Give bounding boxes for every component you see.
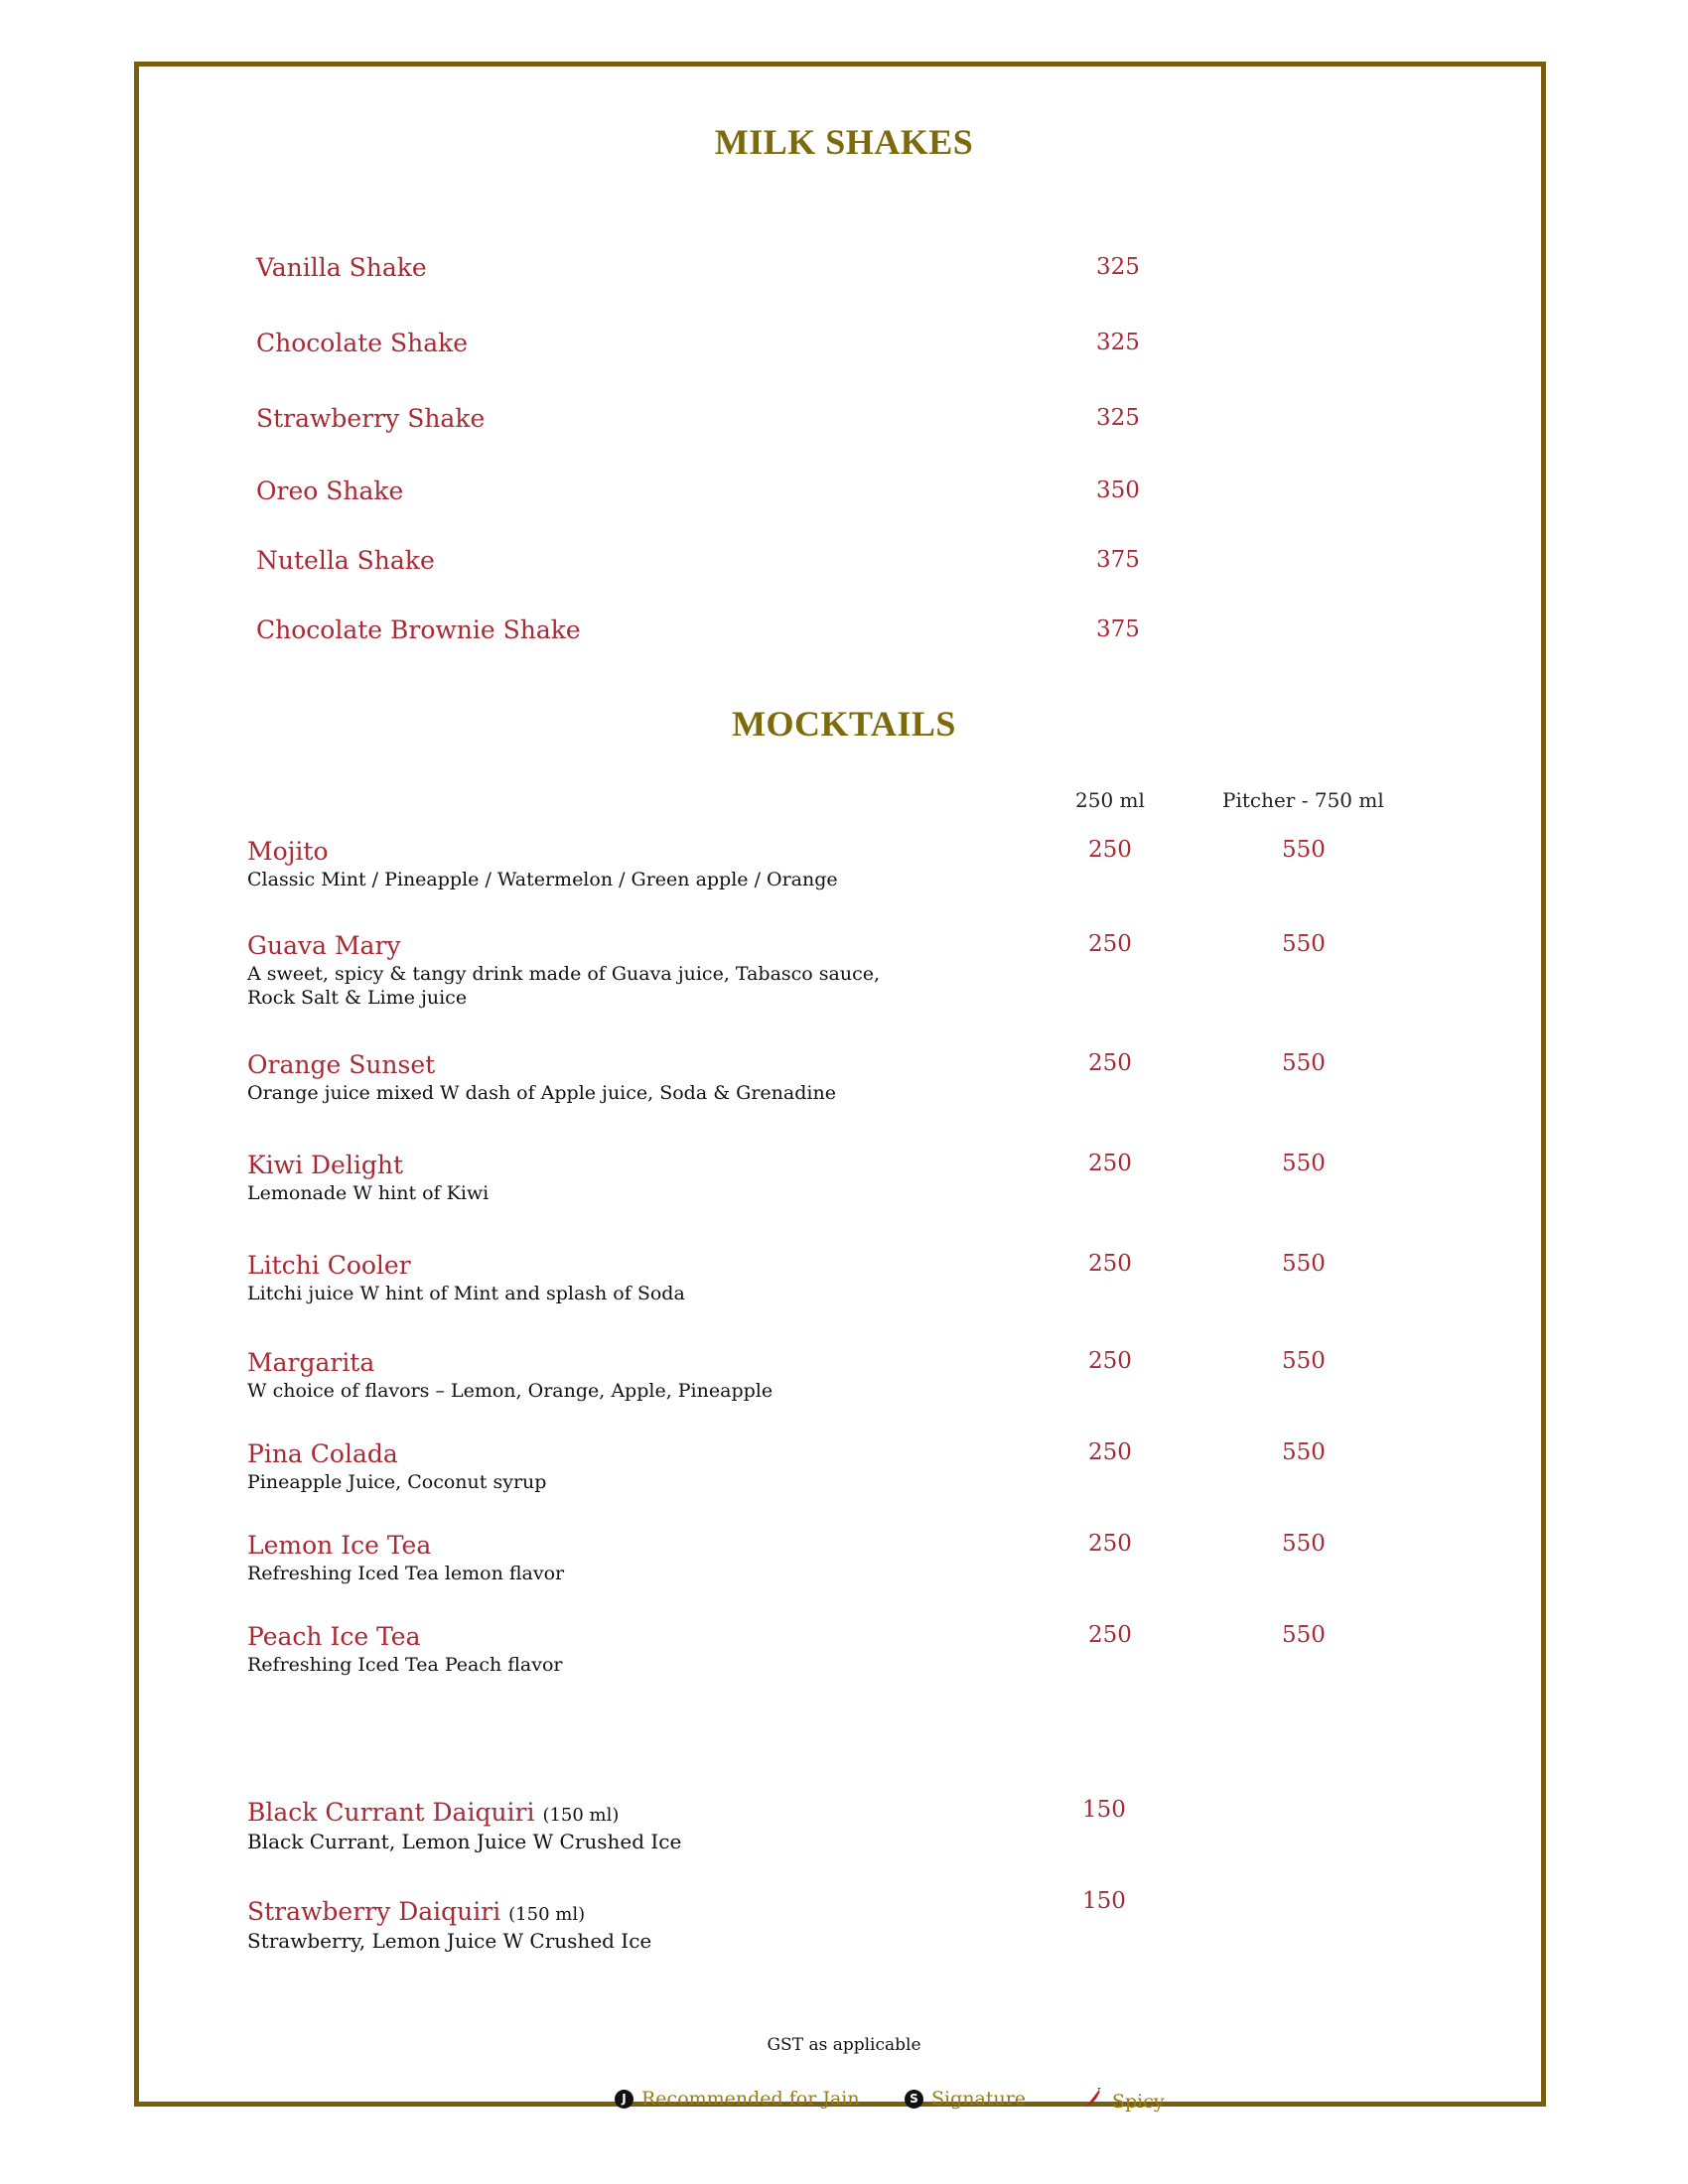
price-250ml: 250 xyxy=(1088,1439,1132,1465)
price-pitcher: 550 xyxy=(1282,1251,1326,1277)
daiquiri-volume: (150 ml) xyxy=(542,1805,620,1826)
price-250ml: 250 xyxy=(1088,1622,1132,1648)
mocktail-name: Lemon Ice Tea xyxy=(247,1531,432,1560)
mocktail-name: Orange Sunset xyxy=(247,1050,436,1079)
legend-jain xyxy=(615,2088,860,2110)
mocktail-description-line-1: A sweet, spicy & tangy drink made of Guava juice, Tabasco sauce, xyxy=(247,963,881,985)
daiquiri-description: Strawberry, Lemon Juice W Crushed Ice xyxy=(247,1929,652,1953)
legend-signature xyxy=(905,2088,1026,2110)
price-pitcher: 550 xyxy=(1282,1050,1326,1076)
legend-label: Spicy xyxy=(1112,2090,1165,2113)
mocktail-description: Pineapple Juice, Coconut syrup xyxy=(247,1471,547,1493)
shake-price: 325 xyxy=(1096,254,1140,280)
mocktail-name: Guava Mary xyxy=(247,931,401,960)
price-pitcher: 550 xyxy=(1282,1151,1326,1176)
column-header-250ml: 250 ml xyxy=(1075,788,1145,812)
mocktail-name: Margarita xyxy=(247,1348,375,1377)
daiquiri-volume: (150 ml) xyxy=(508,1904,586,1925)
mocktail-description: Classic Mint / Pineapple / Watermelon / Green apple / Orange xyxy=(247,869,838,890)
price-250ml: 250 xyxy=(1088,1348,1132,1374)
daiquiri-price: 150 xyxy=(1082,1888,1126,1914)
price-pitcher: 550 xyxy=(1282,1622,1326,1648)
jain-badge-icon: J xyxy=(615,2090,633,2109)
price-250ml: 250 xyxy=(1088,931,1132,957)
shake-price: 350 xyxy=(1096,478,1140,503)
mocktail-name: Pina Colada xyxy=(247,1439,398,1468)
legend-label: Recommended for Jain xyxy=(641,2088,860,2110)
shake-price: 375 xyxy=(1096,616,1140,642)
price-pitcher: 550 xyxy=(1282,837,1326,863)
daiquiri-name-line xyxy=(247,1798,619,1827)
legend-label: Signature xyxy=(931,2088,1027,2110)
price-250ml: 250 xyxy=(1088,1050,1132,1076)
daiquiri-price: 150 xyxy=(1082,1797,1126,1823)
legend-spicy xyxy=(1082,2088,1165,2115)
price-250ml: 250 xyxy=(1088,1151,1132,1176)
mocktail-description: W choice of flavors – Lemon, Orange, Apple, Pineapple xyxy=(247,1380,774,1402)
shake-price: 325 xyxy=(1096,405,1140,431)
shake-name: Chocolate Shake xyxy=(256,329,469,357)
signature-badge-icon: S xyxy=(905,2090,923,2109)
shake-name: Nutella Shake xyxy=(256,546,435,575)
shake-name: Oreo Shake xyxy=(256,477,404,505)
shake-name: Vanilla Shake xyxy=(256,253,427,282)
mocktail-description: Refreshing Iced Tea lemon flavor xyxy=(247,1563,565,1584)
mocktail-description: Litchi juice W hint of Mint and splash of Soda xyxy=(247,1283,685,1304)
shake-name: Strawberry Shake xyxy=(256,404,486,433)
price-pitcher: 550 xyxy=(1282,1348,1326,1374)
mocktail-description: Refreshing Iced Tea Peach flavor xyxy=(247,1654,563,1676)
column-header-pitcher: Pitcher - 750 ml xyxy=(1222,788,1384,812)
price-pitcher: 550 xyxy=(1282,931,1326,957)
mocktail-name: Peach Ice Tea xyxy=(247,1622,421,1651)
mocktail-name: Litchi Cooler xyxy=(247,1251,411,1280)
gst-note: GST as applicable xyxy=(767,2035,921,2055)
chili-pepper-icon xyxy=(1082,2088,1104,2115)
price-pitcher: 550 xyxy=(1282,1439,1326,1465)
price-250ml: 250 xyxy=(1088,1531,1132,1557)
daiquiri-description: Black Currant, Lemon Juice W Crushed Ice xyxy=(247,1830,682,1853)
daiquiri-name-line xyxy=(247,1897,585,1926)
price-pitcher: 550 xyxy=(1282,1531,1326,1557)
milk-shakes-heading: MILK SHAKES xyxy=(714,122,974,162)
mocktails-heading: MOCKTAILS xyxy=(732,704,956,744)
price-250ml: 250 xyxy=(1088,1251,1132,1277)
mocktail-description: Lemonade W hint of Kiwi xyxy=(247,1182,490,1204)
shake-price: 325 xyxy=(1096,330,1140,355)
shake-price: 375 xyxy=(1096,547,1140,573)
mocktail-name: Kiwi Delight xyxy=(247,1151,403,1179)
daiquiri-name: Strawberry Daiquiri xyxy=(247,1897,501,1926)
shake-name: Chocolate Brownie Shake xyxy=(256,615,581,644)
daiquiri-name: Black Currant Daiquiri xyxy=(247,1798,535,1827)
mocktail-description-line-2: Rock Salt & Lime juice xyxy=(247,987,468,1009)
price-250ml: 250 xyxy=(1088,837,1132,863)
mocktail-name: Mojito xyxy=(247,837,329,866)
mocktail-description: Orange juice mixed W dash of Apple juice, Soda & Grenadine xyxy=(247,1082,836,1104)
